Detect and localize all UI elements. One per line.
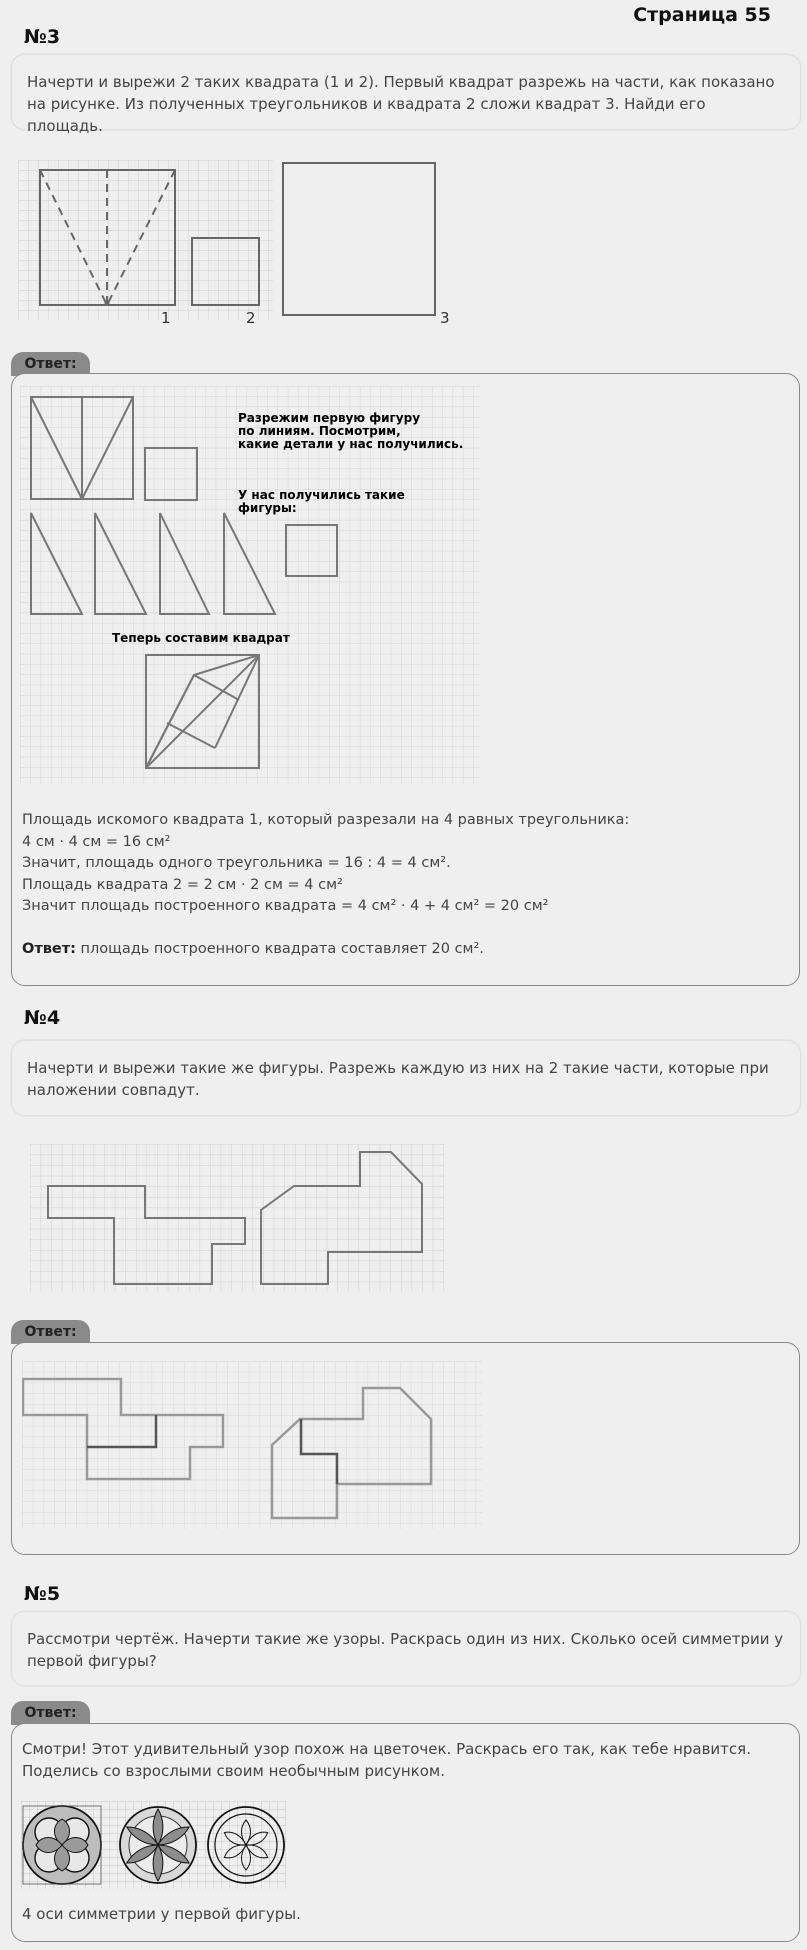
- note-cut-3: какие детали у нас получились.: [238, 437, 464, 451]
- note-cut-2: по линиям. Посмотрим,: [238, 424, 401, 438]
- square-3: [283, 163, 435, 315]
- solution-line-2: 4 см · 4 см = 16 см²: [22, 833, 171, 850]
- note-compose: Теперь составим квадрат: [112, 631, 290, 645]
- note-cut-1: Разрежим первую фигуру: [238, 411, 421, 425]
- figure-label-1: 1: [161, 309, 171, 327]
- task-3-text: Начерти и вырежи 2 таких квадрата (1 и 2). Первый квадрат разрежь на части, как показано на рисунке. Из полученных треугольников и квадрата 2 сложи квадрат 3. Найди его площадь.: [27, 73, 775, 135]
- note-pieces-1: У нас получились такие: [238, 488, 405, 502]
- task-5-title: №5: [24, 1583, 61, 1605]
- task-4-statement: [11, 1040, 801, 1116]
- task-5-statement: [11, 1611, 801, 1686]
- task-3-figure: [18, 160, 458, 330]
- task-5-conclusion-text: 4 оси симметрии у первой фигуры.: [22, 1905, 301, 1923]
- solution-final: [22, 939, 789, 961]
- task-4-answer-diagram: [22, 1361, 482, 1531]
- task-5-answer-tab: Ответ:: [11, 1701, 90, 1725]
- task-5-answer: [11, 1723, 800, 1942]
- pattern-1: [23, 1806, 101, 1884]
- final-text: площадь построенного квадрата составляет 20 см².: [75, 940, 484, 957]
- solution-line-4: Площадь квадрата 2 = 2 см · 2 см = 4 см²: [22, 876, 343, 893]
- task-5-intro-text: Смотри! Этот удивительный узор похож на цветочек. Раскрась его так, как тебе нравится. Поделись со взрослыми своим необычным рисунком.: [22, 1740, 751, 1780]
- figure-label-3: 3: [440, 309, 450, 327]
- task-3-answer-tab: Ответ:: [11, 352, 90, 376]
- task-5-patterns: [21, 1801, 286, 1893]
- solution-line-5: Значит площадь построенного квадрата = 4 см² · 4 + 4 см² = 20 см²: [22, 898, 549, 914]
- task-3-answer-diagram: [20, 386, 480, 786]
- task-5-text: Рассмотри чертёж. Начерти такие же узоры. Раскрась один из них. Сколько осей симметрии у первой фигуры?: [27, 1630, 784, 1670]
- task-3-answer: [11, 373, 800, 986]
- task-5-conclusion: [22, 1904, 789, 1926]
- page-number: Страница 55: [633, 4, 771, 26]
- final-label: Ответ:: [22, 940, 76, 957]
- task-5-intro: [22, 1738, 789, 1782]
- note-pieces-2: фигуры:: [238, 501, 297, 515]
- solution-line-3: Значит, площадь одного треугольника = 16 : 4 = 4 см².: [22, 855, 451, 871]
- task-4-title: №4: [24, 1007, 61, 1029]
- pattern-2: [120, 1807, 196, 1883]
- figure-label-2: 2: [246, 309, 256, 327]
- task-3-statement: [11, 54, 801, 135]
- task-3-title: №3: [24, 26, 61, 48]
- task-4-answer: [11, 1342, 800, 1555]
- task-4-answer-tab: Ответ:: [11, 1320, 90, 1344]
- task-4-figure: [30, 1144, 445, 1294]
- task-4-text: Начерти и вырежи такие же фигуры. Разрежь каждую из них на 2 такие части, которые при наложении совпадут.: [27, 1059, 769, 1099]
- solution-line-1: Площадь искомого квадрата 1, который разрезали на 4 равных треугольника:: [22, 812, 630, 828]
- task-3-solution: [22, 810, 789, 960]
